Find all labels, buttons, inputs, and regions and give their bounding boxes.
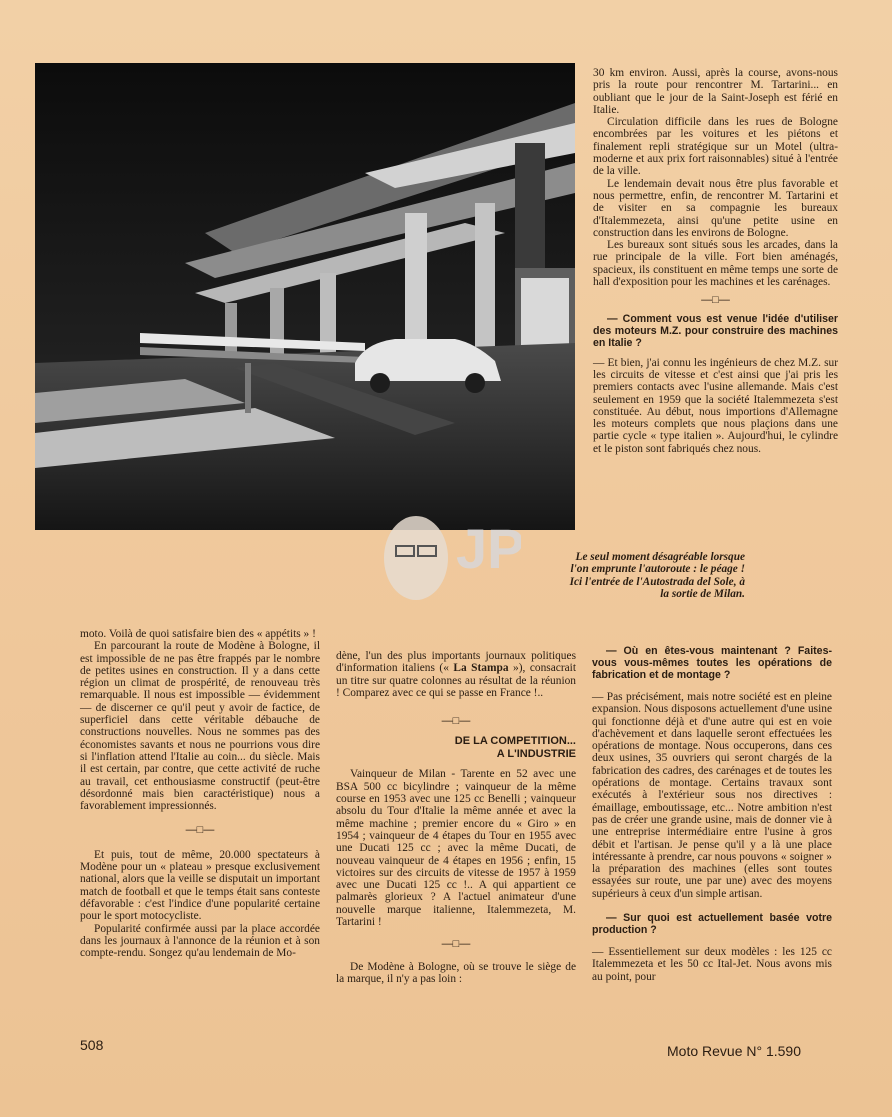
interview-question: — Comment vous est venue l'idée d'utiliser des moteurs M.Z. pour construire des machines en Italie ? xyxy=(593,312,838,349)
separator: —□— xyxy=(701,294,730,307)
caption-line: Ici l'entrée de l'Autostrada del Sole, à xyxy=(569,575,745,588)
paragraph: En parcourant la route de Modène à Bologne, il est impossible de ne pas être frappés par le nombre de petites usines en construction. Il y a dans cette région un climat de prospérité, de renouveau très remarquable. Il nous est impossible — évidemment — de discerner ce qu'il peut y avoir de factice, de superficiel dans cette véritable débauche de constructions nouvelles. Nous ne sommes pas des économistes savants et nous ne pourrions vous dire si l'inflation attend l'Italie au coin... du siècle. Mais il est certain, par contre, que cette activité de ruche au travail, cet enthousiasme constructif (peut-être désordonné mais bien caractéristique) nous a favorablement impressionnés. xyxy=(80,640,320,813)
paragraph: Vainqueur de Milan - Tarente en 52 avec une BSA 500 cc bicylindre ; vainqueur de la même course en 1953 avec une 125 cc Benelli ; vainqueur absolu du Tour d'Italie la même année et avec la même machine ; premier encore du « Giro » en 1954 ; vainqueur de 4 étapes du Tour en 1955 avec une Ducati 125 cc ; avec la même Ducati, de nouveau vainqueur de 4 étapes en 1956 ; enfin, 15 victoires sur des circuits de vitesse de 1957 à 1959 avec une Ducati 125 cc !.. A qui appartient ce palmarès glorieux ? A l'actuel animateur d'une nouvelle marque italienne, Italemmezeta, M. Tartarini ! xyxy=(336,768,576,929)
text-run: »), consacrait un titre sur quatre colonnes au résultat de la réunion ! Comparez avec ce qui se passe en France !.. xyxy=(336,662,576,699)
autostrada-toll-illustration xyxy=(35,63,575,530)
section-heading xyxy=(336,735,576,760)
paragraph: moto. Voilà de quoi satisfaire bien des « appétits » ! xyxy=(80,628,316,640)
right-column-top xyxy=(593,67,838,455)
separator: —□— xyxy=(441,715,471,728)
paragraph: Et puis, tout de même, 20.000 spectateurs à Modène pour un « plateau » presque exclusivement national, alors que la veille se disputait un important match de football et que le temps était sans conteste défavorable : c'est l'indice d'une popularité certaine pour le sport motocycliste. xyxy=(80,848,320,923)
stamp-letters: JP xyxy=(456,517,521,580)
page-number: 508 xyxy=(80,1037,104,1053)
column-1 xyxy=(80,628,320,959)
column-3 xyxy=(592,645,832,983)
photo-caption xyxy=(455,551,745,601)
paragraph: Popularité confirmée aussi par la place accordée dans les journaux à l'annonce de la réunion et à son compte-rendu. Songez qu'au lendemain de Mo- xyxy=(80,922,320,960)
paragraph: De Modène à Bologne, où se trouve le siège de la marque, il n'y a pas loin : xyxy=(336,960,576,985)
heading-line: DE LA COMPETITION... xyxy=(454,735,576,748)
caption-line: l'on emprunte l'autoroute : le péage ! xyxy=(570,563,745,576)
paragraph: 30 km environ. Aussi, après la course, avons-nous pris la route pour rencontrer M. Tartarini... en oubliant que le jour de la Saint-Joseph est férié en Italie. xyxy=(593,67,838,116)
paragraph: Les bureaux sont situés sous les arcades, dans la rue principale de la ville. Fort bien aménagés, spacieux, ils constituent en même temps une sorte de hall d'exposition pour les machines et les carénages. xyxy=(593,239,838,289)
caption-line: Le seul moment désagréable lorsque xyxy=(575,551,745,563)
interview-answer: — Pas précisément, mais notre société est en pleine expansion. Nous disposons actuellement d'une usine qui fonctionne déjà et d'une autre qui est en voie d'achèvement et dans laquelle seront effectuées les opérations de montage. Nous occuperons, dans ces deux usines, 35 ouvriers qui seront chargés de la fabrication des cadres, des carénages et de toutes les opérations de montage. Certains travaux sont exécutés à l'extérieur sous nos directives : émaillage, emboutissage, etc... Notre ambition n'est pas de créer une grande usine, mais de donner vie à une entreprise intermédiaire entre l'usine à gros débit et l'artisan. Je pense qu'il y a là une place intéressante à prendre, car nous pouvons « soigner » la préparation des machines (elles sont toutes essayées sur route, une par une) avec des moyens supérieurs à ceux d'un simple artisan. xyxy=(592,691,832,900)
interview-answer: — Essentiellement sur deux modèles : les 125 cc Italemmezeta et les 50 cc Ital-Jet. Nous avons mis au point, pour xyxy=(592,946,832,983)
paragraph: Circulation difficile dans les rues de Bologne encombrées par les voitures et les piétons et finalement repli stratégique sur un Motel (ultra-moderne et aux prix fort raisonnables) situé à l'entrée de la ville. xyxy=(593,116,838,178)
interview-answer: — Et bien, j'ai connu les ingénieurs de chez M.Z. sur les circuits de vitesse et c'est ainsi que j'ai pris les premiers contacts avec l'usine allemande. Mais c'est seulement en 1959 que la société Italemmezeta s'est constituée. Au début, nous importions d'Allemagne les moteurs complets que nous plaçions dans une partie cycle « type italien ». Aujourd'hui, le cylindre et le piston sont fabriqués chez nous. xyxy=(593,356,838,455)
column-2 xyxy=(336,650,576,985)
newspaper-name: La Stampa xyxy=(453,662,509,675)
caption-line: la sortie de Milan. xyxy=(660,588,745,601)
paragraph xyxy=(336,650,576,699)
toll-booth-photo xyxy=(35,63,575,530)
interview-question: — Où en êtes-vous maintenant ? Faites-vous vous-mêmes toutes les opérations de fabrication et de montage ? xyxy=(592,645,832,681)
interview-question: — Sur quoi est actuellement basée votre production ? xyxy=(592,912,832,937)
magazine-issue: Moto Revue N° 1.590 xyxy=(667,1043,802,1059)
text-run: dène, l'un des plus importants journaux politiques d'information italiens (« xyxy=(336,650,576,675)
paragraph: Le lendemain devait nous être plus favorable et nous permettre, enfin, de rencontrer M. Tartarini et de visiter en sa compagnie les bureaux d'Italemmezeta, ainsi qu'une petite usine en construction dans les environs de Bologne. xyxy=(593,177,838,239)
heading-line: A L'INDUSTRIE xyxy=(496,747,576,760)
separator: —□— xyxy=(185,824,215,837)
separator: —□— xyxy=(441,938,471,951)
